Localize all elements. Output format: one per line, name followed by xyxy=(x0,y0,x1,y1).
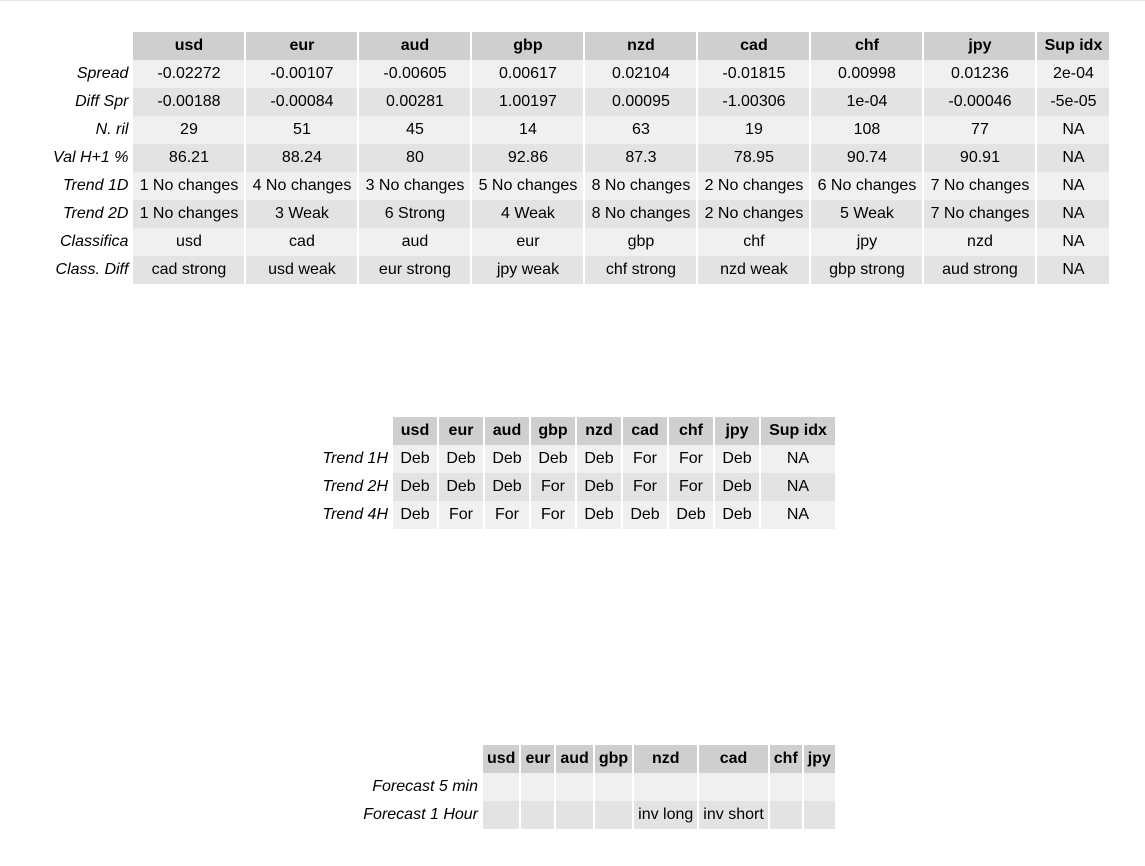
row-label: Class. Diff xyxy=(55,261,129,278)
table-cell: NA xyxy=(761,473,835,501)
table-cell: gbp xyxy=(585,228,696,256)
table-cell: 2 No changes xyxy=(698,172,809,200)
table-cell: -1.00306 xyxy=(698,88,809,116)
table-cell: For xyxy=(623,473,667,501)
column-header: chf xyxy=(811,32,922,60)
table-cell: -0.00046 xyxy=(924,88,1035,116)
table-cell: aud xyxy=(359,228,470,256)
table-cell: 1e-04 xyxy=(811,88,922,116)
table-cell xyxy=(595,773,632,801)
table-cell xyxy=(634,773,697,801)
table-cell: 3 Weak xyxy=(246,200,357,228)
summary-table xyxy=(47,32,1111,284)
table-cell xyxy=(556,801,592,829)
table-cell: inv long xyxy=(634,801,697,829)
table-cell xyxy=(556,773,592,801)
table-cell: -0.00107 xyxy=(246,60,357,88)
row-label: Spread xyxy=(76,65,129,82)
table-cell: 7 No changes xyxy=(924,200,1035,228)
table-cell: Deb xyxy=(393,501,437,529)
table-cell xyxy=(521,801,554,829)
table-cell: 87.3 xyxy=(585,144,696,172)
table-cell: 4 Weak xyxy=(472,200,583,228)
table-cell: For xyxy=(439,501,483,529)
table-cell: NA xyxy=(1037,144,1109,172)
row-label: Trend 1D xyxy=(62,177,129,194)
table-cell: Deb xyxy=(485,445,529,473)
trend-hours-table xyxy=(307,417,837,529)
table-cell: 0.00998 xyxy=(811,60,922,88)
table-row xyxy=(49,256,1109,284)
table-cell: 1.00197 xyxy=(472,88,583,116)
table-cell: -0.00605 xyxy=(359,60,470,88)
table-cell: 80 xyxy=(359,144,470,172)
table-cell: For xyxy=(485,501,529,529)
table-cell: Deb xyxy=(669,501,713,529)
table-cell: 77 xyxy=(924,116,1035,144)
table-cell: 92.86 xyxy=(472,144,583,172)
table-cell: 19 xyxy=(698,116,809,144)
column-header: jpy xyxy=(924,32,1035,60)
row-label: Trend 4H xyxy=(322,506,388,523)
table-row xyxy=(356,801,835,829)
column-header: nzd xyxy=(577,417,621,445)
corner-cell xyxy=(49,32,131,60)
table-row xyxy=(49,172,1109,200)
table-cell: For xyxy=(669,473,713,501)
table-cell xyxy=(483,773,519,801)
table-row xyxy=(49,200,1109,228)
table-row xyxy=(49,60,1109,88)
table-cell: 6 No changes xyxy=(811,172,922,200)
table-cell: -0.02272 xyxy=(133,60,244,88)
table-cell: Deb xyxy=(577,501,621,529)
column-header: eur xyxy=(439,417,483,445)
table-cell: NA xyxy=(1037,200,1109,228)
table-cell: inv short xyxy=(699,801,767,829)
table-cell: 108 xyxy=(811,116,922,144)
table-cell: 0.00281 xyxy=(359,88,470,116)
table-cell xyxy=(521,773,554,801)
table-cell: Deb xyxy=(439,473,483,501)
table-cell: For xyxy=(531,473,575,501)
table-cell: 51 xyxy=(246,116,357,144)
table-cell: NA xyxy=(1037,172,1109,200)
table-cell: usd xyxy=(133,228,244,256)
table-cell: 5 No changes xyxy=(472,172,583,200)
column-header: aud xyxy=(485,417,529,445)
row-label: Trend 1H xyxy=(322,450,388,467)
table-cell: NA xyxy=(761,501,835,529)
table-cell: 86.21 xyxy=(133,144,244,172)
table-cell: chf strong xyxy=(585,256,696,284)
table-cell: NA xyxy=(1037,228,1109,256)
row-label: Trend 2D xyxy=(62,205,129,222)
table-cell: Deb xyxy=(577,473,621,501)
table-cell: Deb xyxy=(439,445,483,473)
table-cell xyxy=(699,773,767,801)
table-cell: 14 xyxy=(472,116,583,144)
column-header: eur xyxy=(521,745,554,773)
table-row xyxy=(49,88,1109,116)
header-row xyxy=(356,745,835,773)
corner-cell xyxy=(309,417,391,445)
table-cell: Deb xyxy=(715,501,759,529)
table-cell: nzd weak xyxy=(698,256,809,284)
table-cell: 0.01236 xyxy=(924,60,1035,88)
table-row xyxy=(309,473,835,501)
column-header: jpy xyxy=(715,417,759,445)
table-row xyxy=(49,144,1109,172)
column-header: usd xyxy=(133,32,244,60)
table-cell: chf xyxy=(698,228,809,256)
table-cell: 6 Strong xyxy=(359,200,470,228)
column-header: eur xyxy=(246,32,357,60)
table-cell: 5 Weak xyxy=(811,200,922,228)
row-label: Val H+1 % xyxy=(53,149,129,166)
column-header: chf xyxy=(770,745,802,773)
header-row xyxy=(49,32,1109,60)
table-cell: cad xyxy=(246,228,357,256)
column-header: Sup idx xyxy=(1037,32,1109,60)
column-header: chf xyxy=(669,417,713,445)
column-header: usd xyxy=(483,745,519,773)
table-cell: Deb xyxy=(485,473,529,501)
row-label: Diff Spr xyxy=(75,93,129,110)
table-cell: For xyxy=(623,445,667,473)
table-cell: usd weak xyxy=(246,256,357,284)
table-cell: 0.00617 xyxy=(472,60,583,88)
table-cell: For xyxy=(669,445,713,473)
table-cell: 0.02104 xyxy=(585,60,696,88)
table-cell: 90.74 xyxy=(811,144,922,172)
table-cell: cad strong xyxy=(133,256,244,284)
table-cell xyxy=(804,773,835,801)
table-cell: NA xyxy=(1037,256,1109,284)
table-cell: Deb xyxy=(577,445,621,473)
table-cell: jpy weak xyxy=(472,256,583,284)
table-cell: -0.00084 xyxy=(246,88,357,116)
table-cell: 45 xyxy=(359,116,470,144)
table-cell: Deb xyxy=(715,445,759,473)
table-cell xyxy=(770,773,802,801)
row-label: Forecast 5 min xyxy=(372,778,478,795)
column-header: aud xyxy=(359,32,470,60)
table-cell: 90.91 xyxy=(924,144,1035,172)
table-cell: 29 xyxy=(133,116,244,144)
column-header: nzd xyxy=(585,32,696,60)
corner-cell xyxy=(356,745,481,773)
table-cell: 4 No changes xyxy=(246,172,357,200)
column-header: gbp xyxy=(595,745,632,773)
table-cell: 7 No changes xyxy=(924,172,1035,200)
table-cell: nzd xyxy=(924,228,1035,256)
table-cell: Deb xyxy=(623,501,667,529)
table-cell: 8 No changes xyxy=(585,200,696,228)
table-cell: -0.00188 xyxy=(133,88,244,116)
table-cell: 63 xyxy=(585,116,696,144)
forecast-table xyxy=(354,745,837,829)
table-row xyxy=(356,773,835,801)
table-cell xyxy=(483,801,519,829)
table-cell: gbp strong xyxy=(811,256,922,284)
column-header: gbp xyxy=(531,417,575,445)
table-cell: 8 No changes xyxy=(585,172,696,200)
table-cell: -5e-05 xyxy=(1037,88,1109,116)
table-cell: 3 No changes xyxy=(359,172,470,200)
table-row xyxy=(309,501,835,529)
table-cell: 0.00095 xyxy=(585,88,696,116)
table-cell: Deb xyxy=(393,473,437,501)
column-header: nzd xyxy=(634,745,697,773)
table-row xyxy=(309,445,835,473)
table-cell xyxy=(595,801,632,829)
table-cell: Deb xyxy=(531,445,575,473)
table-cell: 78.95 xyxy=(698,144,809,172)
table-cell: 1 No changes xyxy=(133,200,244,228)
table-row xyxy=(49,116,1109,144)
column-header: cad xyxy=(623,417,667,445)
table-cell: jpy xyxy=(811,228,922,256)
row-label: Forecast 1 Hour xyxy=(363,806,478,823)
table-cell: -0.01815 xyxy=(698,60,809,88)
table-cell: eur strong xyxy=(359,256,470,284)
table-cell: NA xyxy=(761,445,835,473)
table-cell: 88.24 xyxy=(246,144,357,172)
table-cell xyxy=(770,801,802,829)
column-header: aud xyxy=(556,745,592,773)
table-cell: eur xyxy=(472,228,583,256)
table-cell: 1 No changes xyxy=(133,172,244,200)
row-label: N. ril xyxy=(95,121,129,138)
table-cell: NA xyxy=(1037,116,1109,144)
column-header: jpy xyxy=(804,745,835,773)
column-header: cad xyxy=(698,32,809,60)
column-header: Sup idx xyxy=(761,417,835,445)
row-label: Classifica xyxy=(59,233,129,250)
table-cell: Deb xyxy=(715,473,759,501)
table-cell xyxy=(804,801,835,829)
table-cell: 2e-04 xyxy=(1037,60,1109,88)
table-cell: 2 No changes xyxy=(698,200,809,228)
header-row xyxy=(309,417,835,445)
column-header: gbp xyxy=(472,32,583,60)
table-cell: For xyxy=(531,501,575,529)
column-header: usd xyxy=(393,417,437,445)
table-cell: aud strong xyxy=(924,256,1035,284)
table-row xyxy=(49,228,1109,256)
row-label: Trend 2H xyxy=(322,478,388,495)
column-header: cad xyxy=(699,745,767,773)
table-cell: Deb xyxy=(393,445,437,473)
